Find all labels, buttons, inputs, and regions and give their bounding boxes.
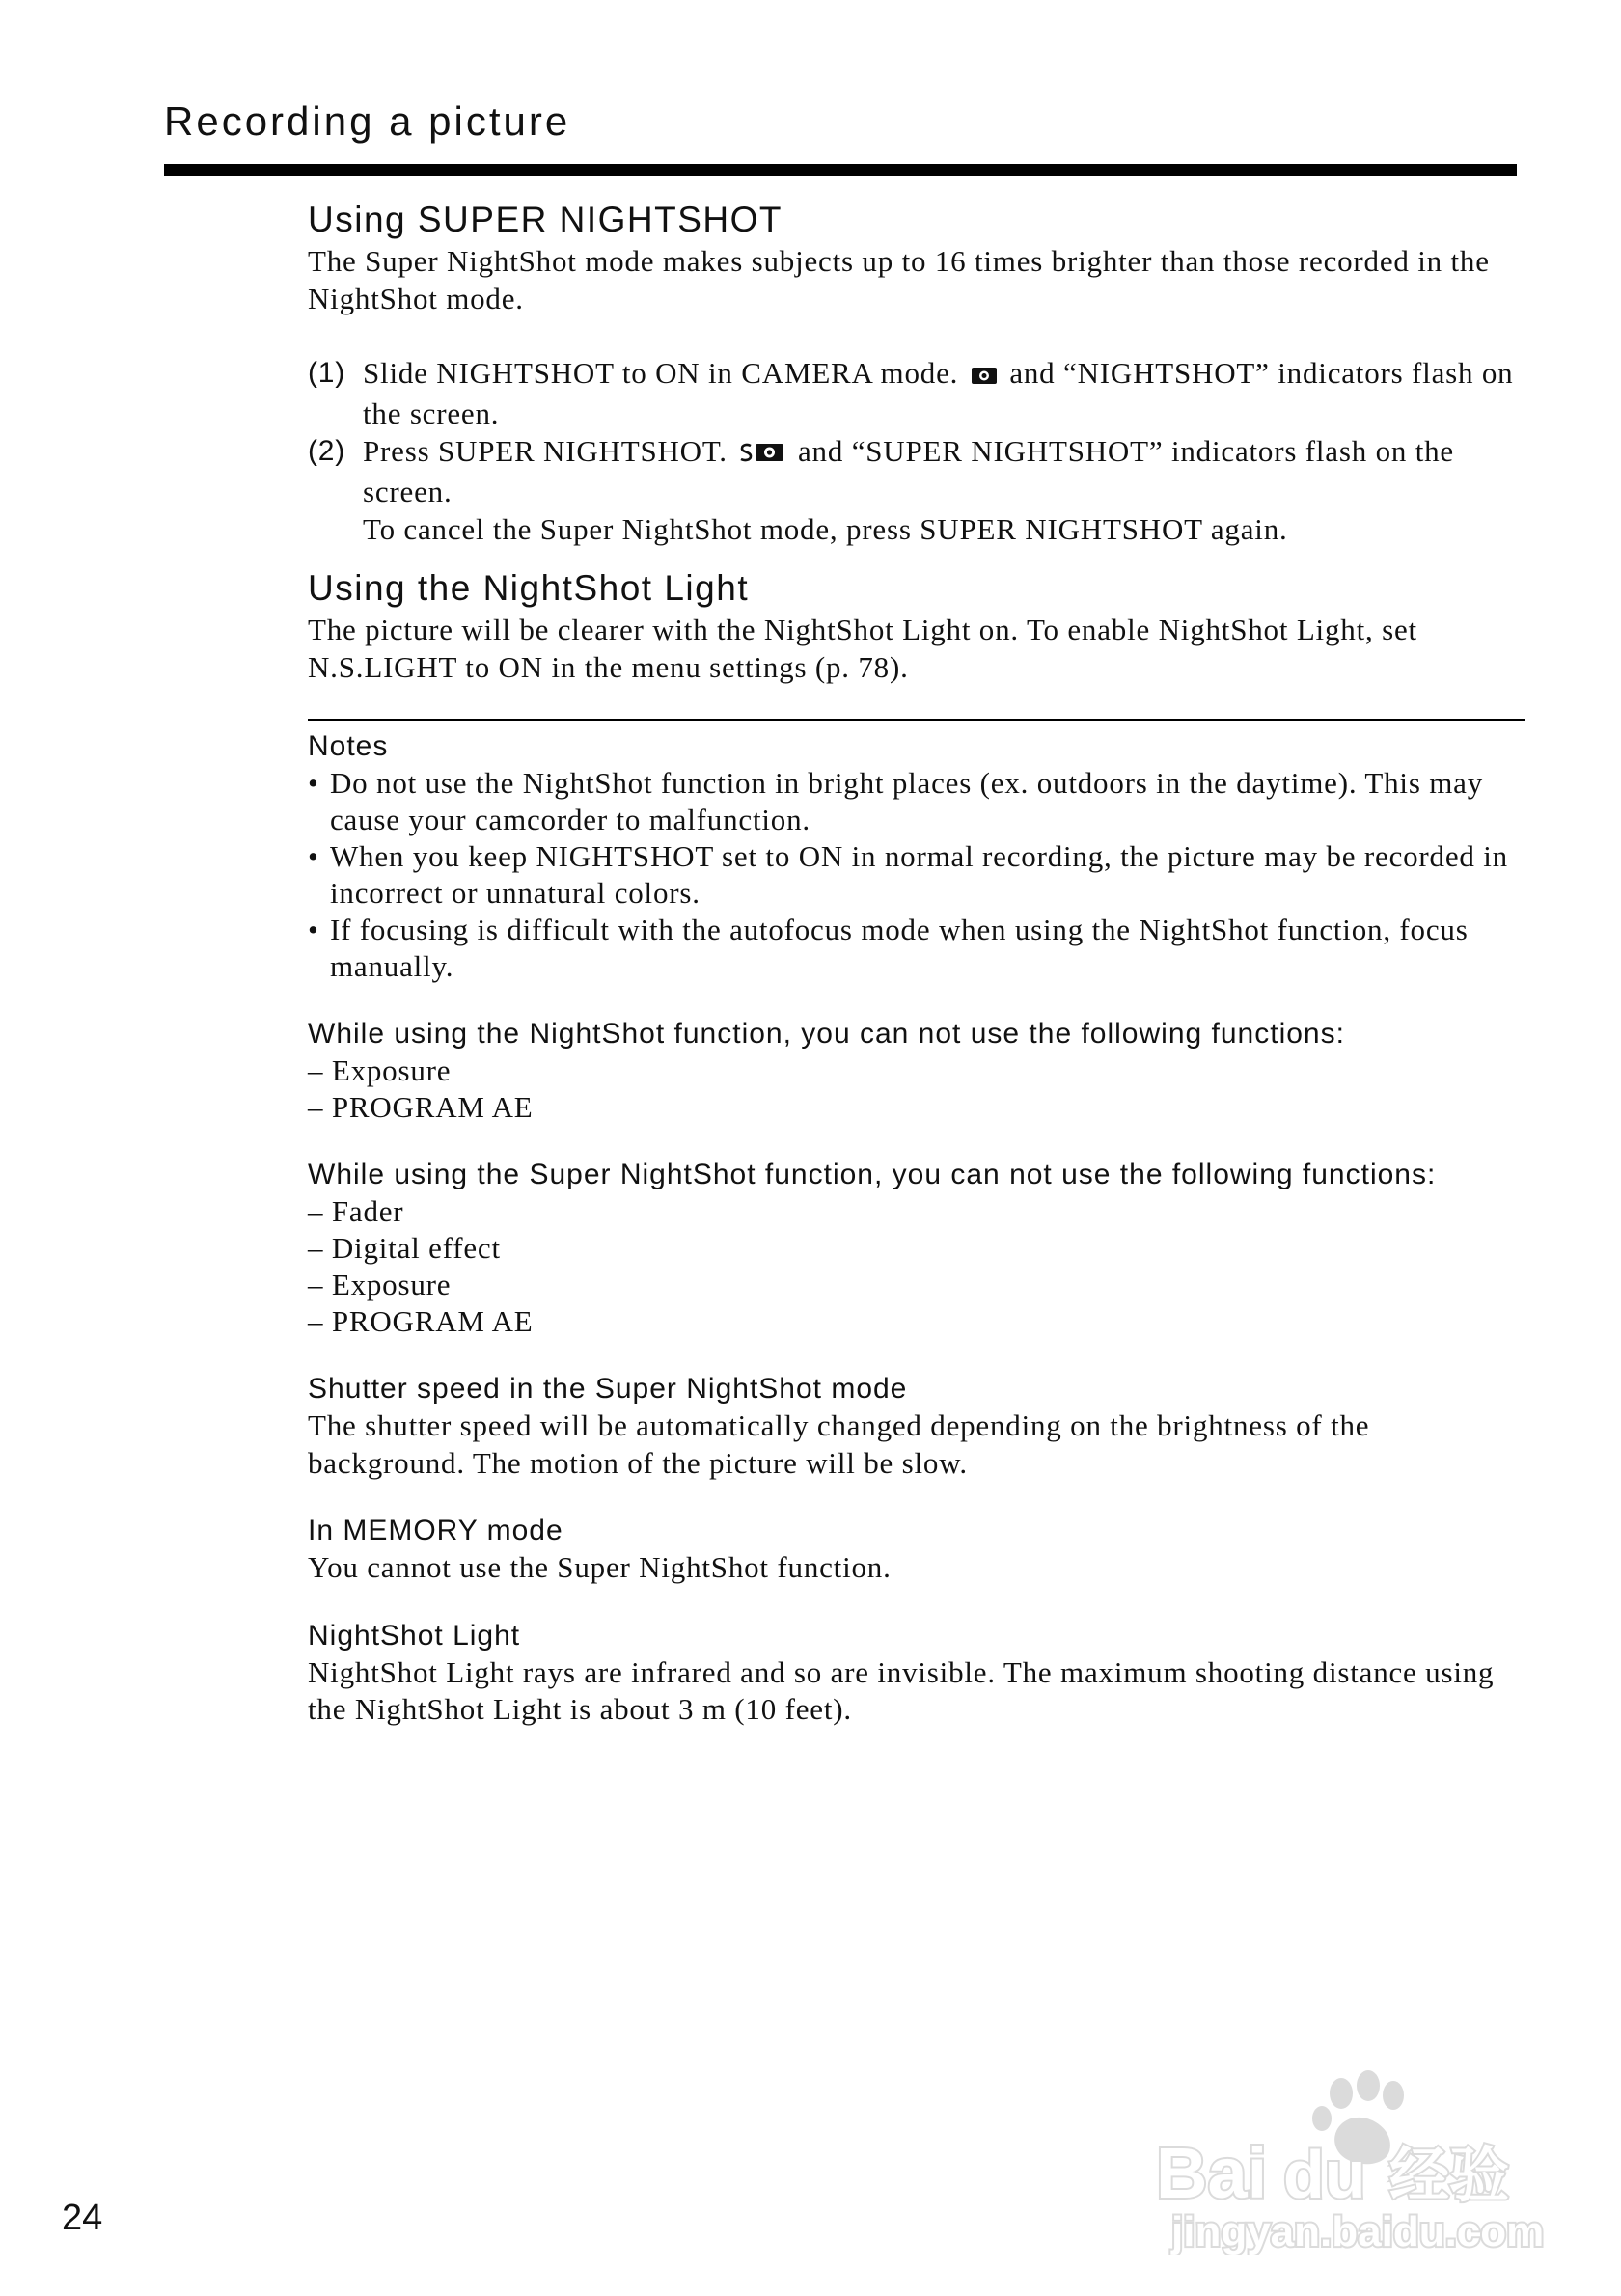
note-text: Do not use the NightShot function in bright places (ex. outdoors in the daytime). This may cause your camcorder to malfunction. xyxy=(330,766,1484,836)
list-item: – PROGRAM AE xyxy=(308,1304,534,1338)
memory-mode-heading: In MEMORY mode xyxy=(308,1515,563,1546)
list-item: – PROGRAM AE xyxy=(308,1090,534,1124)
notes-list xyxy=(308,765,1525,985)
list-item: – Fader xyxy=(308,1194,404,1228)
header-rule xyxy=(164,164,1517,176)
list-item: • Do not use the NightShot function in bright places (ex. outdoors in the daytime). This may cause your camcorder to malfunction. xyxy=(308,765,1525,838)
list-item: – Exposure xyxy=(308,1053,452,1087)
notes-divider xyxy=(308,719,1525,721)
list-item: • When you keep NIGHTSHOT set to ON in normal recording, the picture may be recorded in incorrect or unnatural colors. xyxy=(308,838,1525,912)
heading-nightshot-light: Using the NightShot Light xyxy=(308,568,750,608)
watermark-jingyan: 经验 xyxy=(1389,2143,1510,2209)
note-text: If focusing is difficult with the autofocus mode when using the NightShot function, focus manually. xyxy=(330,913,1469,983)
baidu-watermark xyxy=(1148,2063,1553,2255)
step-text-cont: and “NIGHTSHOT” indicators flash on the screen. xyxy=(363,356,1514,430)
shutter-speed-heading: Shutter speed in the Super NightShot mode xyxy=(308,1373,908,1405)
shutter-speed-body: The shutter speed will be automatically changed depending on the brightness of the background. The motion of the picture will be slow. xyxy=(308,1408,1370,1480)
super-nightshot-indicator-icon xyxy=(739,435,785,473)
list-item: – Digital effect xyxy=(308,1231,501,1265)
step-extra-text: To cancel the Super NightShot mode, press SUPER NIGHTSHOT again. xyxy=(363,512,1288,546)
step-number: (1) xyxy=(308,357,346,389)
watermark-url: jingyan.baidu.com xyxy=(1171,2208,1545,2255)
nightshot-light-body: The picture will be clearer with the NightShot Light on. To enable NightShot Light, set N.S.LIGHT to ON in the menu settings (p. 78). xyxy=(308,613,1417,684)
step-number: (2) xyxy=(308,435,346,467)
memory-mode-body: You cannot use the Super NightShot function. xyxy=(308,1550,892,1584)
steps-list xyxy=(308,354,1525,548)
notes-title: Notes xyxy=(308,730,389,762)
super-nightshot-intro: The Super NightShot mode makes subjects up to 16 times brighter than those recorded in the NightShot mode. xyxy=(308,244,1490,315)
step-text: Slide NIGHTSHOT to ON in CAMERA mode. xyxy=(363,356,959,390)
baidu-paw-icon xyxy=(1148,2063,1553,2255)
nightshot-indicator-icon xyxy=(971,357,998,395)
super-restrictions-heading: While using the Super NightShot function, you can not use the following functions: xyxy=(308,1159,1437,1190)
list-item: – Exposure xyxy=(308,1268,452,1301)
nightshot-restrictions-heading: While using the NightShot function, you can not use the following functions: xyxy=(308,1018,1345,1050)
step-text: Press SUPER NIGHTSHOT. xyxy=(363,434,728,468)
note-text: When you keep NIGHTSHOT set to ON in normal recording, the picture may be recorded in incorrect or unnatural colors. xyxy=(330,839,1508,910)
list-item: • If focusing is difficult with the autofocus mode when using the NightShot function, focus manually. xyxy=(308,912,1525,985)
step-text-cont: and “SUPER NIGHTSHOT” indicators flash on the screen. xyxy=(363,434,1454,508)
heading-super-nightshot: Using SUPER NIGHTSHOT xyxy=(308,200,783,239)
watermark-bai: Bai xyxy=(1156,2133,1268,2213)
step-2 xyxy=(308,432,1525,548)
nightshot-light-note-body: NightShot Light rays are infrared and so are invisible. The maximum shooting distance using the NightShot Light is about 3 m (10 feet). xyxy=(308,1654,1495,1726)
page-number: 24 xyxy=(62,2198,103,2238)
page-content xyxy=(308,197,1525,1729)
watermark-du: du xyxy=(1283,2137,1366,2212)
step-1 xyxy=(308,354,1525,432)
nightshot-light-note-heading: NightShot Light xyxy=(308,1619,521,1652)
section-title: Recording a picture xyxy=(164,98,571,144)
